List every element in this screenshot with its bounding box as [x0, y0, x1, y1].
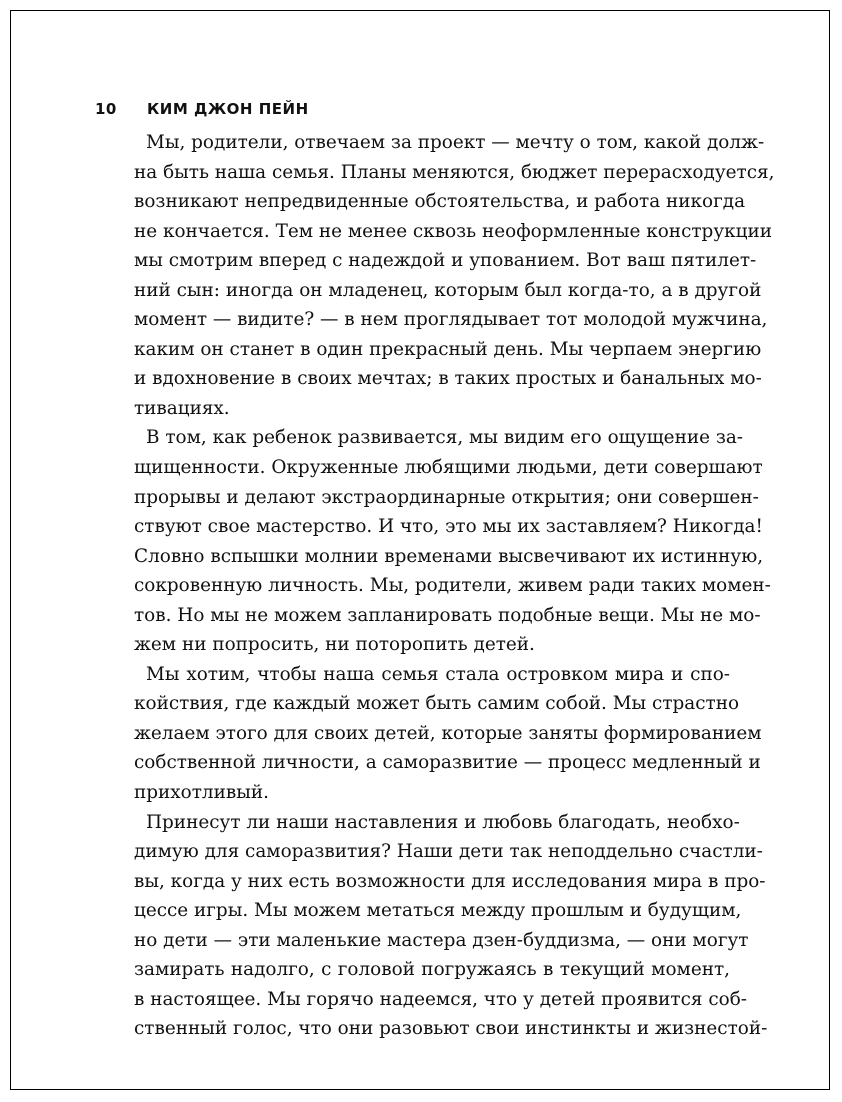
paragraph	[134, 128, 775, 423]
page-number: 10	[95, 100, 117, 118]
text-line: тивациях.	[134, 397, 230, 419]
text-line: в настоящее. Мы горячо надеемся, что у детей проявится соб-	[134, 988, 747, 1010]
text-line: прорывы и делают экстраординарные открытия; они совершен-	[134, 486, 759, 508]
text-line: Мы хотим, чтобы наша семья стала островком мира и спо-	[146, 663, 730, 685]
body-text	[134, 128, 775, 1044]
text-line: Принесут ли наши наставления и любовь благодать, необхо-	[146, 811, 740, 833]
text-line: замирать надолго, с головой погружаясь в текущий момент,	[134, 959, 730, 981]
text-line: цессе игры. Мы можем метаться между прошлым и будущим,	[134, 900, 742, 922]
text-line: не кончается. Тем не менее сквозь неоформленные конструкции	[134, 220, 772, 242]
text-line: тов. Но мы не можем запланировать подобные вещи. Мы не мо-	[134, 604, 761, 626]
text-line: сокровенную личность. Мы, родители, живем ради таких момен-	[134, 575, 771, 597]
text-line: собственной личности, а саморазвитие — процесс медленный и	[134, 752, 761, 774]
text-line: Мы, родители, отвечаем за проект — мечту о том, какой долж-	[146, 132, 765, 153]
text-line: желаем этого для своих детей, которые заняты формированием	[134, 722, 762, 744]
text-line: момент — видите? — в нем проглядывает тот молодой мужчина,	[134, 309, 768, 331]
paragraph	[134, 660, 762, 808]
text-line: но дети — эти маленькие мастера дзен-буддизма, — они могут	[134, 929, 749, 951]
text-line: В том, как ребенок развивается, мы видим его ощущение за-	[146, 427, 744, 449]
text-line: ний сын: иногда он младенец, которым был когда-то, а в другой	[134, 279, 762, 301]
text-line: каким он станет в один прекрасный день. Мы черпаем энергию	[134, 338, 762, 360]
text-line: щищенности. Окруженные любящими людьми, дети совершают	[134, 457, 763, 479]
paragraph	[134, 423, 771, 659]
text-line: на быть наша семья. Планы меняются, бюджет перерасходуется,	[134, 161, 775, 183]
text-line: возникают непредвиденные обстоятельства, и работа никогда	[134, 191, 746, 213]
author-name: КИМ ДЖОН ПЕЙН	[147, 100, 309, 118]
paragraph	[134, 808, 768, 1044]
text-line: жем ни попросить, ни поторопить детей.	[134, 634, 535, 656]
text-line: мы смотрим вперед с надеждой и упованием. Вот ваш пятилет-	[134, 250, 757, 272]
text-line: и вдохновение в своих мечтах; в таких простых и банальных мо-	[134, 368, 762, 390]
text-line: ствуют свое мастерство. И что, это мы их заставляем? Никогда!	[134, 516, 763, 538]
text-line: прихотливый.	[134, 782, 269, 804]
text-line: койствия, где каждый может быть самим собой. Мы страстно	[134, 693, 740, 715]
text-line: Словно вспышки молнии временами высвечивают их истинную,	[134, 545, 764, 567]
text-line: вы, когда у них есть возможности для исследования мира в про-	[134, 870, 766, 892]
text-line: димую для саморазвития? Наши дети так неподдельно счастли-	[134, 841, 763, 863]
text-line: ственный голос, что они разовьют свои инстинкты и жизнестой-	[134, 1018, 768, 1040]
running-head	[95, 100, 309, 118]
